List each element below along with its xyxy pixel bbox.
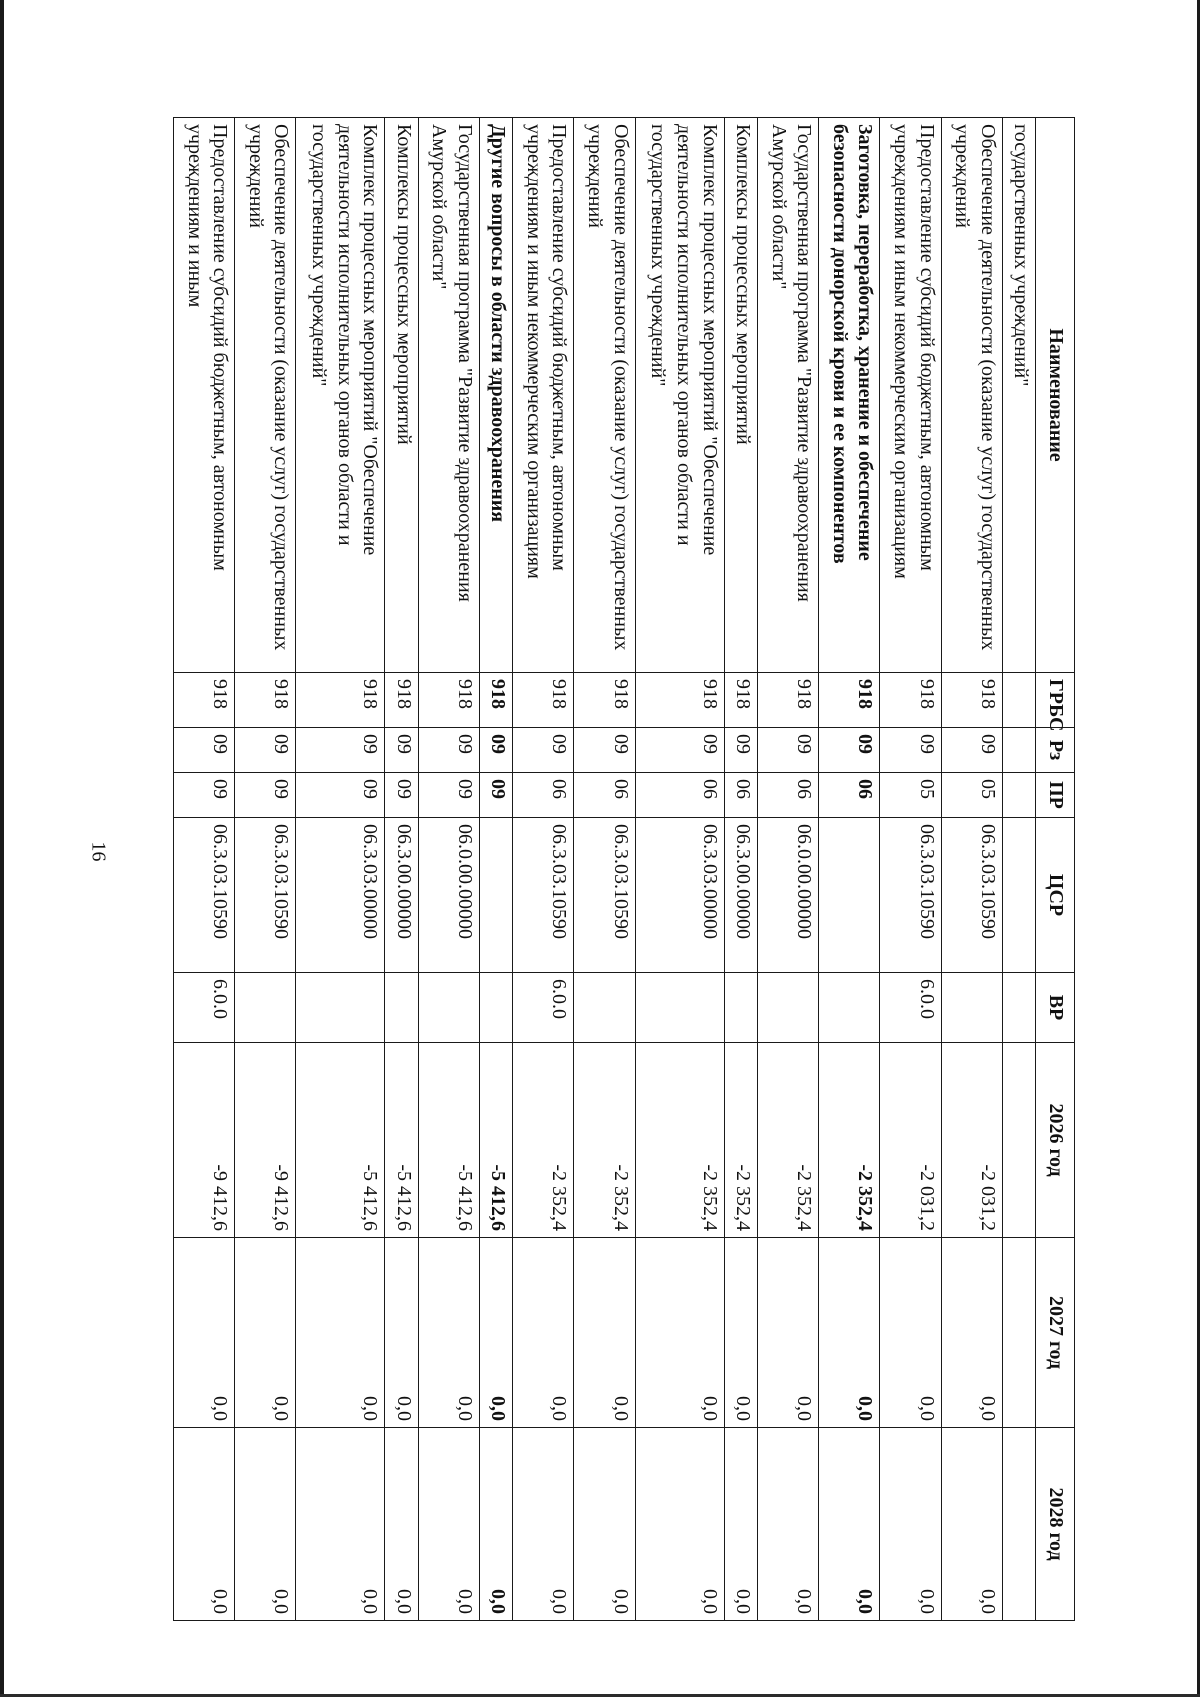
cell-csr <box>819 818 880 973</box>
cell-name: Комплекс процессных мероприятий "Обеспечение деятельности исполнительных органов области и государственных учреждений" <box>635 118 724 673</box>
cell-pr: 06 <box>724 773 757 818</box>
cell-name: Комплекс процессных мероприятий "Обеспечение деятельности исполнительных органов области и государственных учреждений" <box>296 118 385 673</box>
cell-grbs: 918 <box>941 673 1002 728</box>
cell-grbs: 918 <box>296 673 385 728</box>
cell-2027 <box>1002 1238 1035 1428</box>
table-row <box>758 118 819 1621</box>
cell-grbs: 918 <box>880 673 941 728</box>
cell-name: Другие вопросы в области здравоохранения <box>479 118 512 673</box>
cell-vr <box>479 973 512 1043</box>
cell-rz: 09 <box>635 728 724 773</box>
cell-vr <box>296 973 385 1043</box>
cell-2027: 0,0 <box>296 1238 385 1428</box>
cell-2026: -2 352,4 <box>635 1043 724 1238</box>
cell-grbs: 918 <box>513 673 574 728</box>
header-grbs: ГРБС <box>1036 673 1075 728</box>
cell-2028: 0,0 <box>880 1428 941 1621</box>
budget-table <box>173 117 1075 1621</box>
cell-2028: 0,0 <box>513 1428 574 1621</box>
table-row <box>819 118 880 1621</box>
cell-csr: 06.3.03.10590 <box>513 818 574 973</box>
cell-2026 <box>1002 1043 1035 1238</box>
cell-rz <box>1002 728 1035 773</box>
cell-2027: 0,0 <box>385 1238 418 1428</box>
header-vr: ВР <box>1036 973 1075 1043</box>
cell-csr <box>1002 818 1035 973</box>
cell-2028: 0,0 <box>174 1428 235 1621</box>
cell-rz: 09 <box>385 728 418 773</box>
cell-name: Предоставление субсидий бюджетным, автономным учреждениям и иным некоммерческим организациям <box>880 118 941 673</box>
cell-name: Обеспечение деятельности (оказание услуг) государственных учреждений <box>941 118 1002 673</box>
cell-csr: 06.3.00.00000 <box>724 818 757 973</box>
cell-name: Обеспечение деятельности (оказание услуг) государственных учреждений <box>235 118 296 673</box>
cell-2026: -2 031,2 <box>941 1043 1002 1238</box>
cell-pr: 09 <box>174 773 235 818</box>
cell-pr: 09 <box>385 773 418 818</box>
header-rz: Рз <box>1036 728 1075 773</box>
cell-grbs: 918 <box>724 673 757 728</box>
cell-2027: 0,0 <box>724 1238 757 1428</box>
cell-2027: 0,0 <box>880 1238 941 1428</box>
cell-pr: 09 <box>479 773 512 818</box>
cell-csr: 06.0.00.00000 <box>418 818 479 973</box>
cell-grbs: 918 <box>758 673 819 728</box>
cell-vr <box>819 973 880 1043</box>
cell-2026: -5 412,6 <box>385 1043 418 1238</box>
cell-2026: -2 031,2 <box>880 1043 941 1238</box>
page-number: 16 <box>87 841 110 862</box>
cell-vr <box>235 973 296 1043</box>
table-row <box>296 118 385 1621</box>
cell-vr <box>635 973 724 1043</box>
cell-pr: 05 <box>941 773 1002 818</box>
table-row <box>479 118 512 1621</box>
cell-2028 <box>1002 1428 1035 1621</box>
cell-rz: 09 <box>880 728 941 773</box>
cell-vr <box>758 973 819 1043</box>
cell-2026: -9 412,6 <box>235 1043 296 1238</box>
header-pr: ПР <box>1036 773 1075 818</box>
cell-pr: 06 <box>574 773 635 818</box>
cell-rz: 09 <box>724 728 757 773</box>
cell-csr: 06.3.03.10590 <box>941 818 1002 973</box>
cell-vr <box>574 973 635 1043</box>
header-2027: 2027 год <box>1036 1238 1075 1428</box>
cell-2028: 0,0 <box>758 1428 819 1621</box>
cell-name: государственных учреждений" <box>1002 118 1035 673</box>
cell-csr: 06.0.00.00000 <box>758 818 819 973</box>
cell-rz: 09 <box>296 728 385 773</box>
cell-pr: 06 <box>513 773 574 818</box>
cell-2027: 0,0 <box>941 1238 1002 1428</box>
table-body <box>174 118 1036 1621</box>
cell-csr <box>479 818 512 973</box>
scan-edge-left <box>0 0 4 1697</box>
cell-2026: -5 412,6 <box>479 1043 512 1238</box>
cell-2027: 0,0 <box>235 1238 296 1428</box>
cell-2027: 0,0 <box>758 1238 819 1428</box>
cell-2028: 0,0 <box>296 1428 385 1621</box>
cell-2028: 0,0 <box>479 1428 512 1621</box>
cell-rz: 09 <box>418 728 479 773</box>
table-row <box>235 118 296 1621</box>
cell-csr: 06.3.03.10590 <box>174 818 235 973</box>
cell-vr <box>941 973 1002 1043</box>
cell-2028: 0,0 <box>418 1428 479 1621</box>
cell-csr: 06.3.03.10590 <box>574 818 635 973</box>
cell-pr: 09 <box>235 773 296 818</box>
cell-csr: 06.3.03.00000 <box>635 818 724 973</box>
cell-grbs: 918 <box>635 673 724 728</box>
cell-pr: 05 <box>880 773 941 818</box>
cell-grbs: 918 <box>418 673 479 728</box>
cell-2026: -5 412,6 <box>418 1043 479 1238</box>
cell-grbs: 918 <box>235 673 296 728</box>
cell-2028: 0,0 <box>635 1428 724 1621</box>
cell-pr: 06 <box>819 773 880 818</box>
cell-pr: 06 <box>758 773 819 818</box>
cell-2028: 0,0 <box>819 1428 880 1621</box>
cell-pr: 09 <box>418 773 479 818</box>
cell-name: Комплексы процессных мероприятий <box>724 118 757 673</box>
cell-csr: 06.3.00.00000 <box>385 818 418 973</box>
cell-pr: 09 <box>296 773 385 818</box>
cell-csr: 06.3.03.10590 <box>880 818 941 973</box>
cell-rz: 09 <box>758 728 819 773</box>
cell-2026: -2 352,4 <box>758 1043 819 1238</box>
cell-grbs: 918 <box>479 673 512 728</box>
cell-csr: 06.3.03.10590 <box>235 818 296 973</box>
header-csr: ЦСР <box>1036 818 1075 973</box>
cell-rz: 09 <box>235 728 296 773</box>
cell-grbs: 918 <box>819 673 880 728</box>
cell-2028: 0,0 <box>941 1428 1002 1621</box>
cell-grbs: 918 <box>385 673 418 728</box>
cell-name: Государственная программа "Развитие здравоохранения Амурской области" <box>758 118 819 673</box>
cell-vr: 6.0.0 <box>174 973 235 1043</box>
cell-2027: 0,0 <box>418 1238 479 1428</box>
cell-name: Государственная программа "Развитие здравоохранения Амурской области" <box>418 118 479 673</box>
cell-vr: 6.0.0 <box>880 973 941 1043</box>
table-header-row <box>1036 118 1075 1621</box>
table-row <box>174 118 235 1621</box>
cell-rz: 09 <box>174 728 235 773</box>
cell-2026: -5 412,6 <box>296 1043 385 1238</box>
cell-name: Обеспечение деятельности (оказание услуг) государственных учреждений <box>574 118 635 673</box>
cell-rz: 09 <box>574 728 635 773</box>
cell-vr <box>385 973 418 1043</box>
table-row <box>513 118 574 1621</box>
cell-vr <box>724 973 757 1043</box>
rotated-table-container <box>173 117 1075 1620</box>
cell-name: Комплексы процессных мероприятий <box>385 118 418 673</box>
cell-2026: -2 352,4 <box>819 1043 880 1238</box>
cell-2026: -9 412,6 <box>174 1043 235 1238</box>
cell-2027: 0,0 <box>819 1238 880 1428</box>
cell-2027: 0,0 <box>513 1238 574 1428</box>
cell-vr <box>1002 973 1035 1043</box>
table-row <box>418 118 479 1621</box>
cell-name: Заготовка, переработка, хранение и обеспечение безопасности донорской крови и ее компонентов <box>819 118 880 673</box>
header-2028: 2028 год <box>1036 1428 1075 1621</box>
cell-2027: 0,0 <box>174 1238 235 1428</box>
header-2026: 2026 год <box>1036 1043 1075 1238</box>
cell-2027: 0,0 <box>479 1238 512 1428</box>
cell-2027: 0,0 <box>574 1238 635 1428</box>
table-row <box>1002 118 1035 1621</box>
table-row <box>941 118 1002 1621</box>
cell-2026: -2 352,4 <box>574 1043 635 1238</box>
table-row <box>385 118 418 1621</box>
cell-rz: 09 <box>513 728 574 773</box>
cell-rz: 09 <box>819 728 880 773</box>
cell-pr <box>1002 773 1035 818</box>
cell-pr: 06 <box>635 773 724 818</box>
cell-vr: 6.0.0 <box>513 973 574 1043</box>
table-row <box>635 118 724 1621</box>
cell-2028: 0,0 <box>574 1428 635 1621</box>
table-row <box>880 118 941 1621</box>
cell-grbs: 918 <box>174 673 235 728</box>
cell-csr: 06.3.03.00000 <box>296 818 385 973</box>
cell-vr <box>418 973 479 1043</box>
cell-grbs <box>1002 673 1035 728</box>
cell-name: Предоставление субсидий бюджетным, автономным учреждениям и иным <box>174 118 235 673</box>
cell-2026: -2 352,4 <box>513 1043 574 1238</box>
table-row <box>724 118 757 1621</box>
cell-2028: 0,0 <box>724 1428 757 1621</box>
cell-2027: 0,0 <box>635 1238 724 1428</box>
cell-rz: 09 <box>479 728 512 773</box>
cell-2028: 0,0 <box>235 1428 296 1621</box>
cell-grbs: 918 <box>574 673 635 728</box>
cell-name: Предоставление субсидий бюджетным, автономным учреждениям и иным некоммерческим организациям <box>513 118 574 673</box>
cell-2026: -2 352,4 <box>724 1043 757 1238</box>
header-name: Наименование <box>1036 118 1075 673</box>
cell-rz: 09 <box>941 728 1002 773</box>
table-row <box>574 118 635 1621</box>
cell-2028: 0,0 <box>385 1428 418 1621</box>
